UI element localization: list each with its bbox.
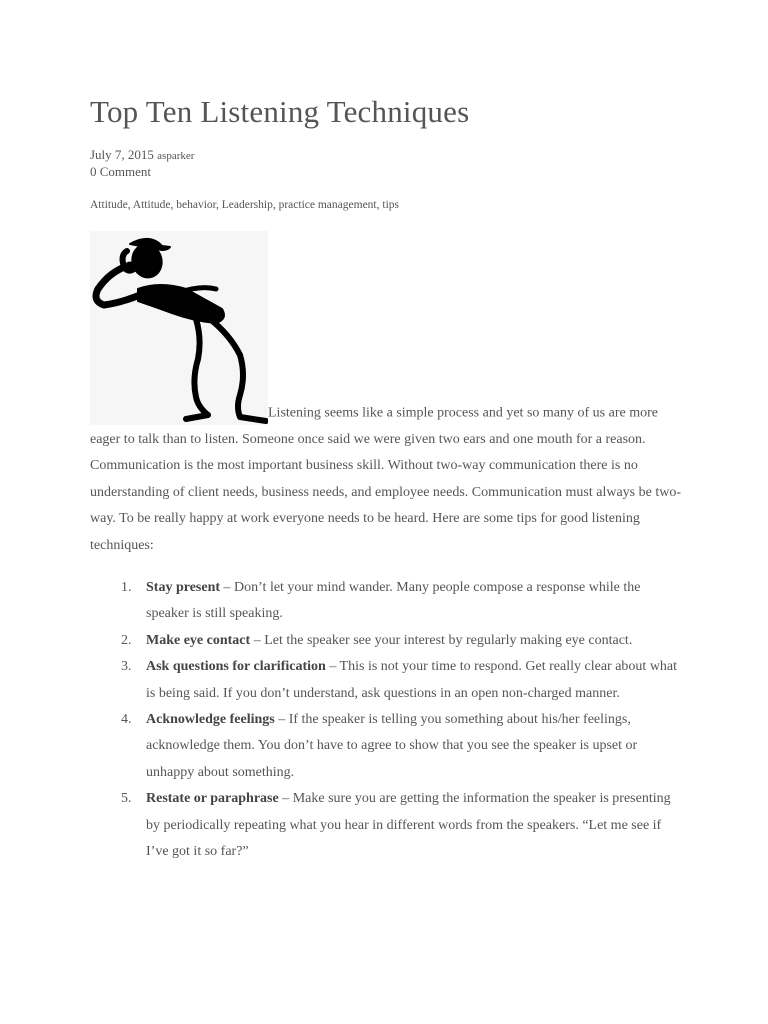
tip-text: – Let the speaker see your interest by regularly making eye contact. bbox=[250, 632, 633, 648]
listening-figure-icon bbox=[90, 231, 268, 425]
post-tags[interactable]: Attitude, Attitude, behavior, Leadership, practice management, tips bbox=[90, 199, 399, 211]
list-item bbox=[135, 575, 682, 628]
intro-paragraph bbox=[90, 231, 682, 559]
tip-text: – This is not your time to respond. Get really clear about what is being said. If you don’t understand, ask questions in an open non-charged manner. bbox=[146, 659, 678, 701]
listening-figure-image bbox=[90, 231, 268, 425]
tip-heading: Ask questions for clarification bbox=[146, 659, 326, 675]
tip-text: – If the speaker is telling you something about his/her feelings, acknowledge them. You don’t have to agree to show that you see the speaker is upset or unhappy about something. bbox=[146, 712, 638, 780]
list-item bbox=[135, 654, 682, 707]
tip-heading: Make eye contact bbox=[146, 632, 251, 648]
post-title: Top Ten Listening Techniques bbox=[90, 94, 470, 129]
tip-heading: Acknowledge feelings bbox=[146, 712, 275, 728]
list-item bbox=[135, 786, 682, 865]
tip-text: – Make sure you are getting the information the speaker is presenting by periodically repeating what you hear in different words from the speakers. “Let me see if I’ve got it so far?” bbox=[146, 791, 671, 860]
list-item bbox=[135, 628, 682, 654]
tip-text: – Don’t let your mind wander. Many people compose a response while the speaker is still speaking. bbox=[146, 580, 641, 622]
post-date[interactable]: July 7, 2015 bbox=[90, 147, 154, 162]
tip-heading: Stay present bbox=[146, 580, 221, 596]
article bbox=[90, 90, 682, 866]
post-meta bbox=[90, 147, 682, 180]
tip-heading: Restate or paraphrase bbox=[146, 791, 279, 807]
intro-text: Listening seems like a simple process and yet so many of us are more eager to talk than to listen. Someone once said we were given two ears and one mouth for a reason. Communication is the most important business skill. Without two-way communication there is no understanding of client needs, business needs, and employee needs. Communication must always be two-way. To be really happy at work everyone needs to be heard. Here are some tips for good listening techniques: bbox=[90, 405, 681, 553]
post-author[interactable]: asparker bbox=[157, 150, 195, 162]
comment-count[interactable]: 0 Comment bbox=[90, 164, 152, 179]
tips-list bbox=[90, 575, 682, 865]
list-item bbox=[135, 707, 682, 786]
